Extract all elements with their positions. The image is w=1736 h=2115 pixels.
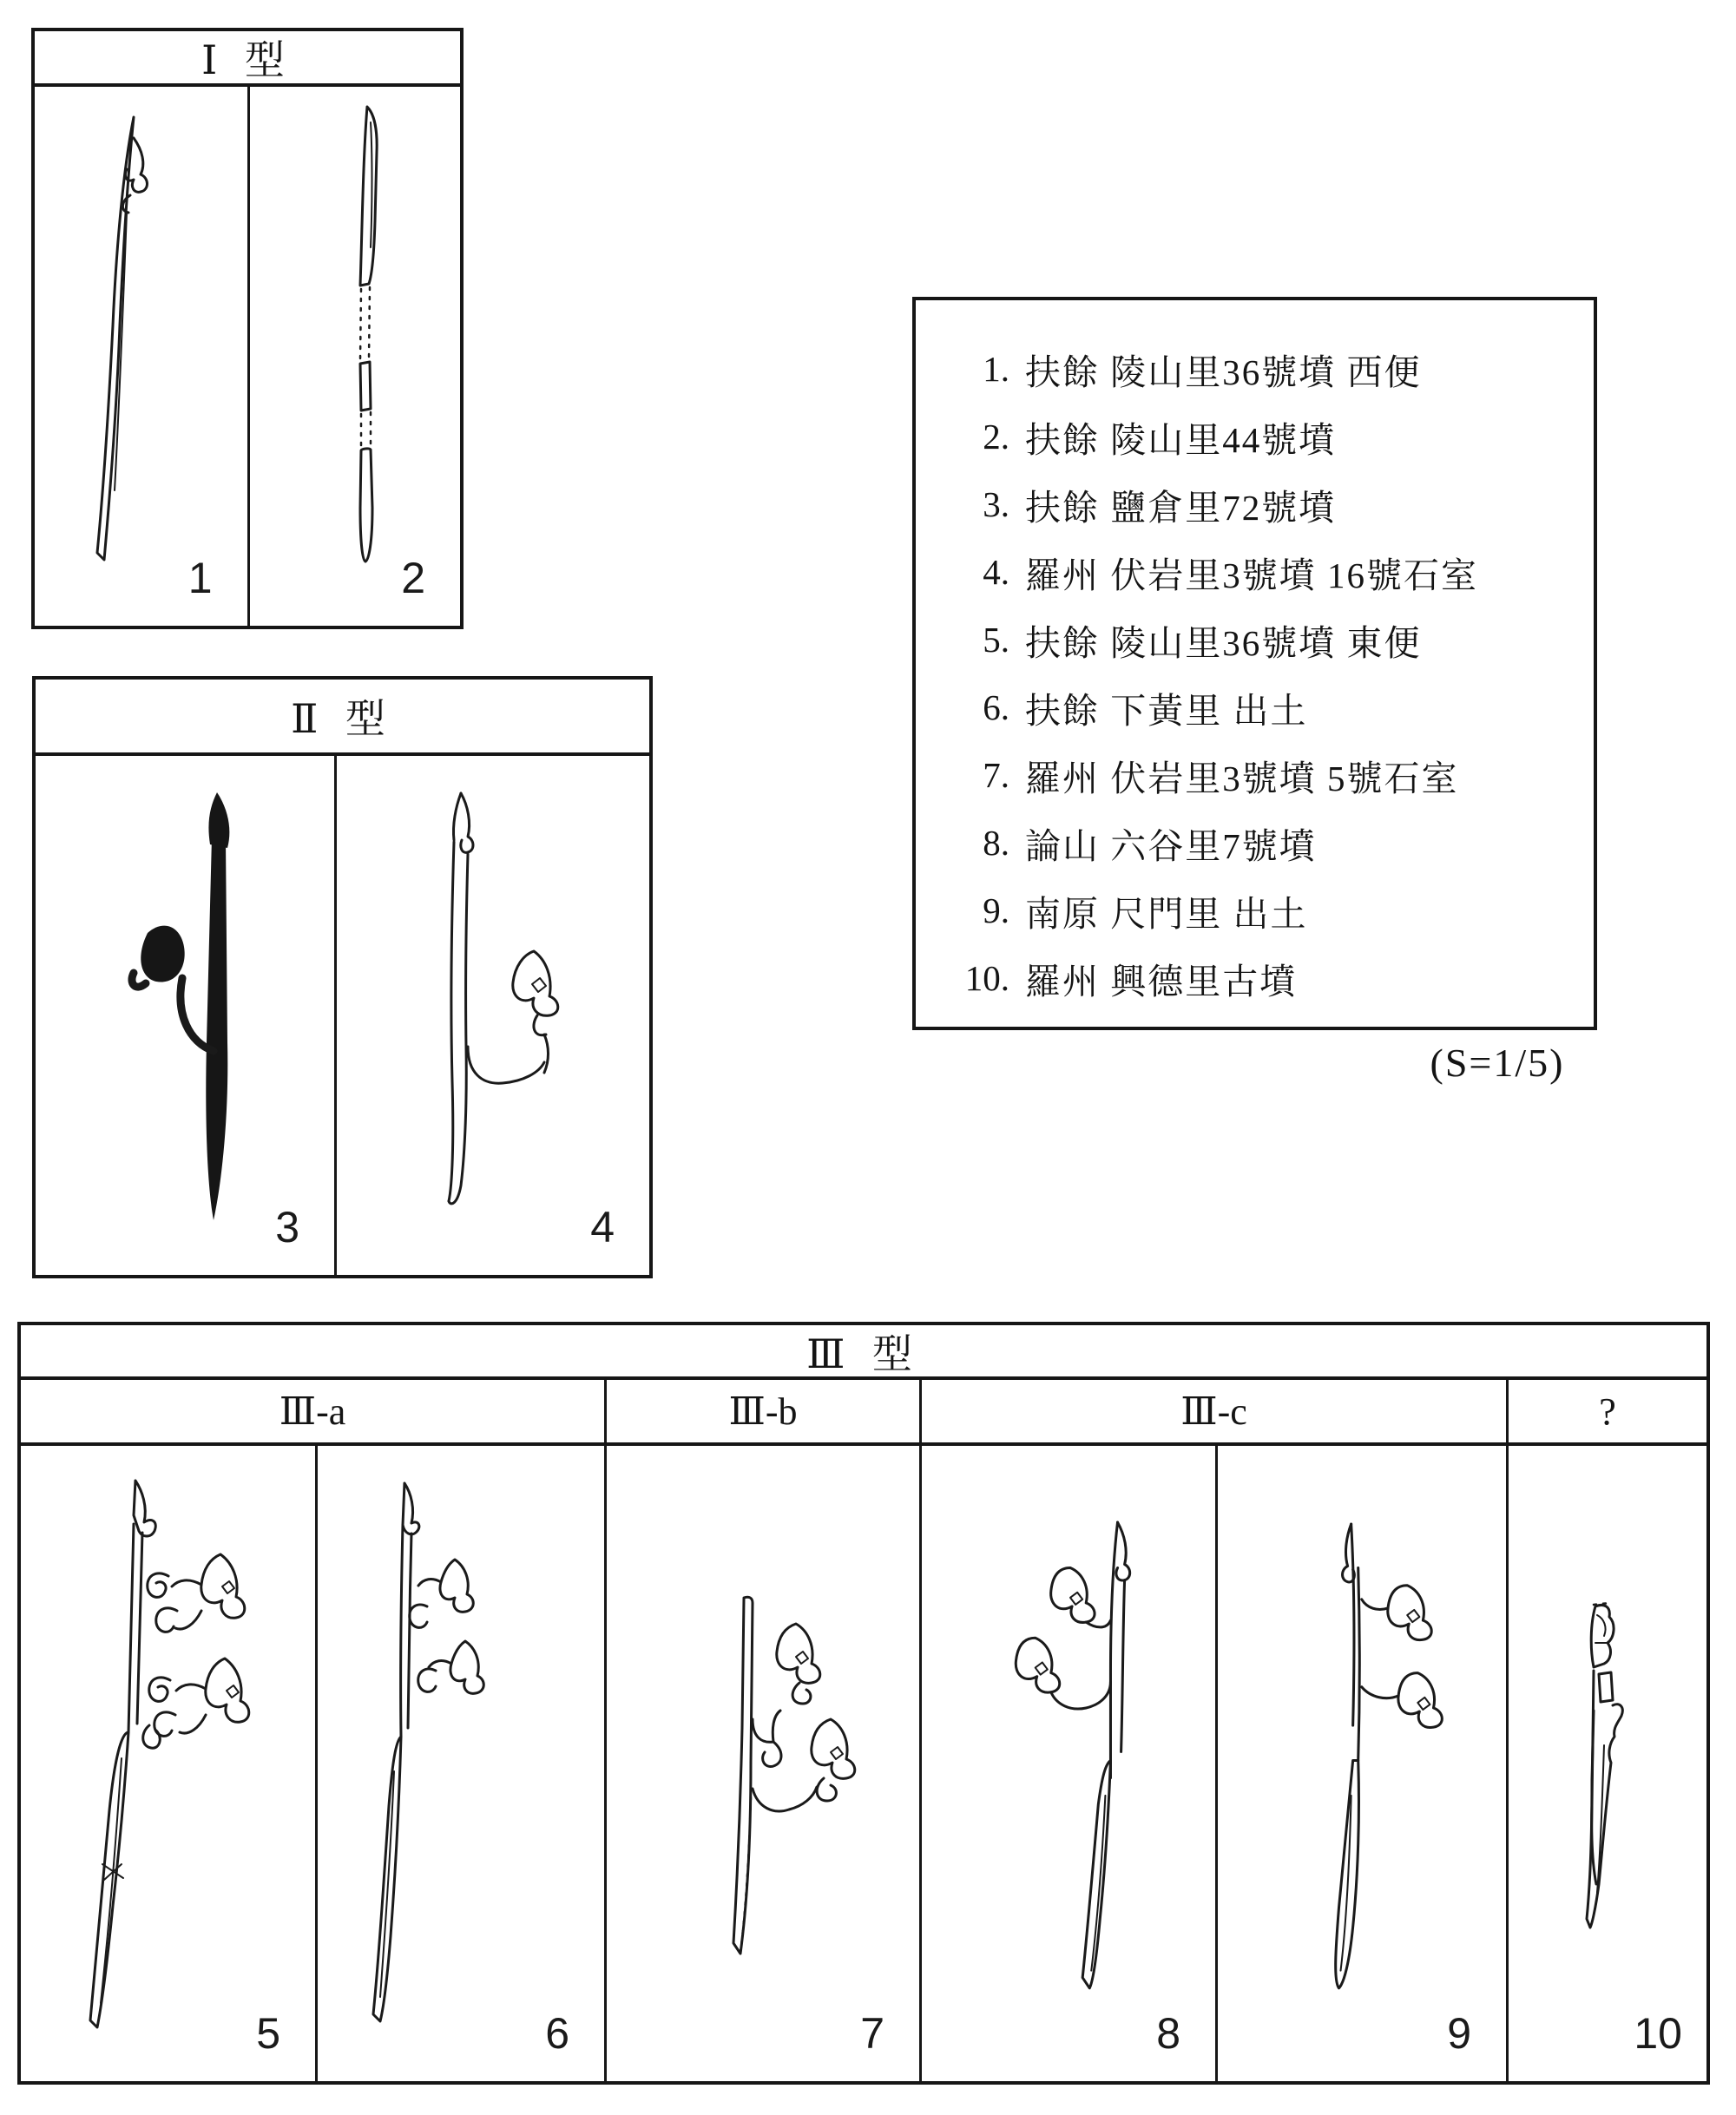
figure-cell-8 <box>919 1446 1215 2081</box>
legend-item <box>916 877 1594 944</box>
legend-item-site: 羅州 興德里古墳 <box>1025 961 1298 1002</box>
legend-item-site: 論山 六谷里7號墳 <box>1025 825 1317 866</box>
legend-item-number: 6. <box>983 687 1009 727</box>
figure-cell-2 <box>247 87 461 626</box>
legend-item <box>916 741 1594 809</box>
figure-number-9: 9 <box>1447 2009 1471 2058</box>
legend-item <box>916 944 1594 1012</box>
subtype-header-IIIa: Ⅲ-a <box>279 1389 346 1433</box>
figure-cell-6 <box>315 1446 604 2081</box>
site-legend <box>912 297 1597 1030</box>
legend-item-number: 4. <box>983 552 1009 592</box>
legend-item-number: 10. <box>964 958 1009 998</box>
type2-header <box>36 680 649 756</box>
type3-subtype-header-row <box>21 1380 1706 1446</box>
figure-cell-5 <box>21 1446 315 2081</box>
legend-item-site: 扶餘 鹽倉里72號墳 <box>1025 487 1337 528</box>
type1-header <box>35 31 460 87</box>
legend-item-number: 8. <box>983 823 1009 863</box>
legend-item <box>916 335 1594 403</box>
subtype-header-unknown: ? <box>1506 1380 1706 1442</box>
artifact-drawing-4 <box>437 786 593 1229</box>
legend-item <box>916 403 1594 470</box>
legend-item-number: 2. <box>983 417 1009 456</box>
legend-item-number: 5. <box>983 620 1009 660</box>
type3-header <box>21 1325 1706 1380</box>
figure-cell-3 <box>36 756 334 1275</box>
figure-number-1: 1 <box>187 554 213 602</box>
figure-cell-9 <box>1215 1446 1506 2081</box>
figure-number-4: 4 <box>590 1203 615 1251</box>
legend-item-number: 9. <box>983 890 1009 930</box>
legend-item-number: 1. <box>983 349 1009 389</box>
legend-item-number: 3. <box>983 484 1009 524</box>
figure-cell-1 <box>35 87 247 626</box>
legend-item-site: 羅州 伏岩里3號墳 16號石室 <box>1025 555 1478 595</box>
figure-number-8: 8 <box>1156 2009 1180 2058</box>
artifact-drawing-10 <box>1569 1598 1656 2001</box>
artifact-drawing-9 <box>1309 1515 1465 2006</box>
legend-item <box>916 673 1594 741</box>
type1-title: Ⅰ 型 <box>201 38 293 82</box>
legend-item <box>916 538 1594 606</box>
artifact-drawing-3 <box>92 782 318 1268</box>
figure-cell-4 <box>334 756 649 1275</box>
artifact-drawing-6 <box>352 1476 509 2036</box>
figure-number-10: 10 <box>1634 2009 1682 2058</box>
legend-item-site: 扶餘 陵山里44號墳 <box>1025 419 1337 460</box>
legend-item <box>916 809 1594 877</box>
figure-cell-10 <box>1506 1446 1706 2081</box>
subtype-header-IIIb: Ⅲ-b <box>604 1380 919 1442</box>
figure-number-7: 7 <box>860 2009 884 2058</box>
artifact-drawing-5 <box>73 1472 273 2062</box>
artifact-drawing-1 <box>78 108 182 581</box>
type1-panel <box>31 28 464 629</box>
figure-cell-7 <box>604 1446 919 2081</box>
scale-note: (S=1/5) <box>1430 1041 1565 1085</box>
figure-number-5: 5 <box>256 2009 280 2058</box>
legend-item-site: 扶餘 陵山里36號墳 西便 <box>1025 351 1422 392</box>
artifact-drawing-7 <box>720 1589 893 1984</box>
legend-item <box>916 470 1594 538</box>
legend-item-number: 7. <box>983 755 1009 795</box>
legend-item-site: 羅州 伏岩里3號墳 5號石室 <box>1025 758 1459 798</box>
type2-title: Ⅱ 型 <box>291 697 394 741</box>
figure-number-6: 6 <box>545 2009 569 2058</box>
type2-panel <box>32 676 653 1278</box>
type3-panel <box>17 1322 1710 2085</box>
artifact-drawing-8 <box>983 1515 1147 2006</box>
legend-item-site: 扶餘 陵山里36號墳 東便 <box>1025 622 1422 663</box>
legend-item <box>916 606 1594 673</box>
type3-title: Ⅲ 型 <box>806 1331 921 1376</box>
legend-item-site: 扶餘 下黃里 出土 <box>1025 690 1308 731</box>
figure-number-3: 3 <box>275 1203 299 1251</box>
figure-number-2: 2 <box>401 554 425 602</box>
artifact-drawing-2 <box>332 100 419 573</box>
subtype-header-IIIc: Ⅲ-c <box>919 1380 1506 1442</box>
legend-item-site: 南原 尺門里 出土 <box>1025 893 1308 934</box>
